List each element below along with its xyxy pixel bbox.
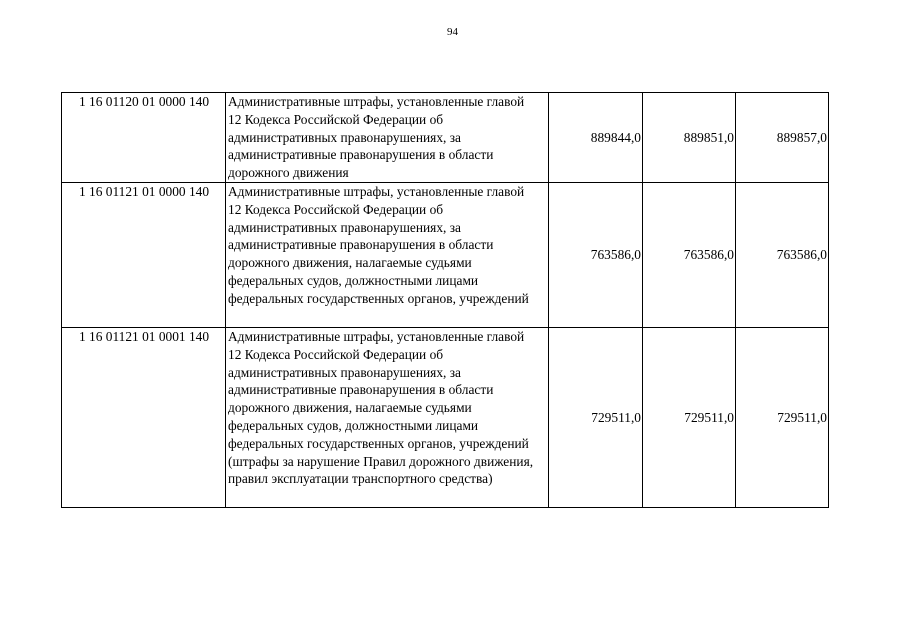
description-line: дорожного движения, налагаемые судьями [228, 255, 472, 271]
value-cell-2: 889851,0 [643, 93, 736, 183]
description-line: 12 Кодекса Российской Федерации об [228, 346, 444, 362]
description-line: дорожного движения [228, 165, 349, 181]
kbk-code-cell: 1 16 01121 01 0001 140 [62, 327, 226, 507]
description-line: Административные штрафы, установленные главой [228, 328, 525, 344]
description-cell [226, 182, 549, 327]
value-cell-2: 729511,0 [643, 327, 736, 507]
value-cell-2: 763586,0 [643, 182, 736, 327]
description-line: административные правонарушения в области [228, 382, 494, 398]
value-cell-3: 729511,0 [736, 327, 829, 507]
description-cell [226, 93, 549, 183]
page-number: 94 [447, 26, 458, 38]
kbk-code-cell: 1 16 01121 01 0000 140 [62, 182, 226, 327]
description-line: Административные штрафы, установленные главой [228, 183, 525, 199]
table-row [62, 93, 829, 183]
description-line: федеральных государственных органов, учреждений [228, 290, 529, 306]
value-cell-1: 889844,0 [549, 93, 643, 183]
description-line: административные правонарушения в области [228, 237, 494, 253]
description-line: (штрафы за нарушение Правил дорожного движения, [228, 453, 534, 469]
table-row [62, 327, 829, 507]
value-cell-1: 763586,0 [549, 182, 643, 327]
value-cell-3: 763586,0 [736, 182, 829, 327]
description-line: административных правонарушениях, за [228, 364, 461, 380]
description-line: 12 Кодекса Российской Федерации об [228, 201, 444, 217]
description-line: федеральных судов, должностными лицами [228, 417, 479, 433]
description-cell [226, 327, 549, 507]
description-line: дорожного движения, налагаемые судьями [228, 400, 472, 416]
budget-revenue-table [61, 92, 829, 508]
kbk-code-cell: 1 16 01120 01 0000 140 [62, 93, 226, 183]
description-line: федеральных государственных органов, учреждений [228, 435, 529, 451]
description-line: административных правонарушениях, за [228, 129, 461, 145]
description-line: федеральных судов, должностными лицами [228, 272, 479, 288]
table-row [62, 182, 829, 327]
description-line: правил эксплуатации транспортного средства) [228, 471, 493, 487]
value-cell-3: 889857,0 [736, 93, 829, 183]
value-cell-1: 729511,0 [549, 327, 643, 507]
description-line: административных правонарушениях, за [228, 219, 461, 235]
description-line: административные правонарушения в области [228, 147, 494, 163]
description-line: 12 Кодекса Российской Федерации об [228, 111, 444, 127]
description-line: Административные штрафы, установленные главой [228, 94, 525, 109]
